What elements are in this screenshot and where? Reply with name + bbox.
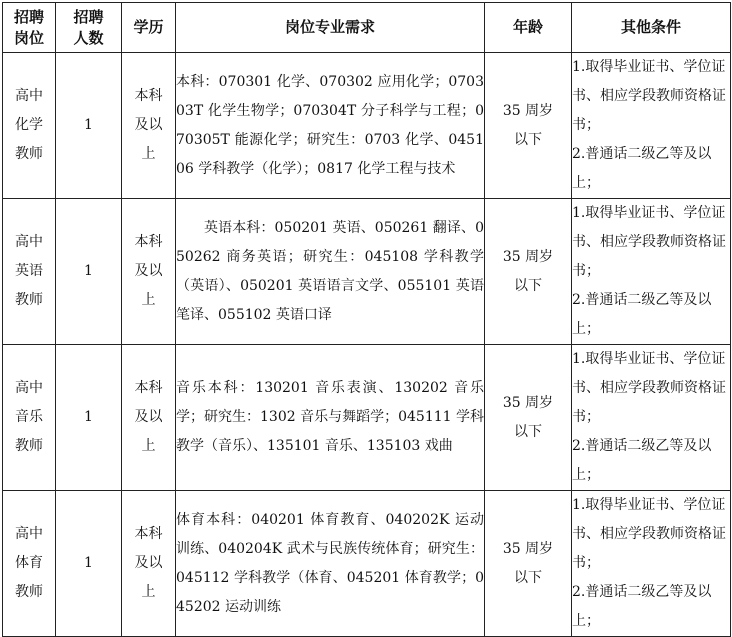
age-cell: 35 周岁以下: [485, 491, 572, 637]
table-row: [3, 53, 731, 199]
header-major: 岗位专业需求: [176, 3, 485, 53]
condition-1: 1.取得毕业证书、学位证书、相应学段教师资格证书；: [572, 59, 726, 133]
other-conditions-cell: [572, 53, 731, 199]
age-cell: 35 周岁以下: [485, 345, 572, 491]
other-conditions-cell: [572, 491, 731, 637]
education-cell: 本科及以上: [122, 345, 176, 491]
condition-2: 2.普通话二级乙等及以上；: [572, 146, 712, 191]
condition-2: 2.普通话二级乙等及以上；: [572, 584, 712, 629]
table-row: [3, 491, 731, 637]
condition-1: 1.取得毕业证书、学位证书、相应学段教师资格证书；: [572, 205, 726, 279]
condition-2: 2.普通话二级乙等及以上；: [572, 292, 712, 337]
header-post: 招聘岗位: [3, 3, 56, 53]
header-row: [3, 3, 731, 53]
other-conditions-cell: [572, 345, 731, 491]
major-cell: 体育本科：040201 体育教育、040202K 运动训练、040204K 武术与民族传统体育；研究生：045112 学科教学（体育、045201 体育教学；045202 运动训练: [176, 491, 485, 637]
count-cell: 1: [56, 491, 122, 637]
education-cell: 本科及以上: [122, 53, 176, 199]
table-row: [3, 345, 731, 491]
post-cell: 高中体育教师: [3, 491, 56, 637]
post-cell: 高中音乐教师: [3, 345, 56, 491]
count-cell: 1: [56, 53, 122, 199]
post-cell: 高中化学教师: [3, 53, 56, 199]
recruitment-table: [2, 2, 731, 637]
other-conditions-cell: [572, 199, 731, 345]
major-cell: 英语本科：050201 英语、050261 翻译、050262 商务英语；研究生：045108 学科教学（英语）、050201 英语语言文学、055101 英语笔译、055102 英语口译: [176, 199, 485, 345]
header-count: 招聘人数: [56, 3, 122, 53]
post-cell: 高中英语教师: [3, 199, 56, 345]
education-cell: 本科及以上: [122, 199, 176, 345]
age-cell: 35 周岁以下: [485, 199, 572, 345]
education-cell: 本科及以上: [122, 491, 176, 637]
condition-1: 1.取得毕业证书、学位证书、相应学段教师资格证书；: [572, 351, 726, 425]
count-cell: 1: [56, 199, 122, 345]
header-other: 其他条件: [572, 3, 731, 53]
condition-1: 1.取得毕业证书、学位证书、相应学段教师资格证书；: [572, 497, 726, 571]
table-row: [3, 199, 731, 345]
major-cell: 本科：070301 化学、070302 应用化学；070303T 化学生物学；070304T 分子科学与工程；070305T 能源化学；研究生：0703 化学、045106 学科教学（化学）；0817 化学工程与技术: [176, 53, 485, 199]
major-cell: 音乐本科：130201 音乐表演、130202 音乐学；研究生：1302 音乐与舞蹈学；045111 学科教学（音乐）、135101 音乐、135103 戏曲: [176, 345, 485, 491]
age-cell: 35 周岁以下: [485, 53, 572, 199]
header-age: 年龄: [485, 3, 572, 53]
condition-2: 2.普通话二级乙等及以上；: [572, 438, 712, 483]
count-cell: 1: [56, 345, 122, 491]
header-education: 学历: [122, 3, 176, 53]
